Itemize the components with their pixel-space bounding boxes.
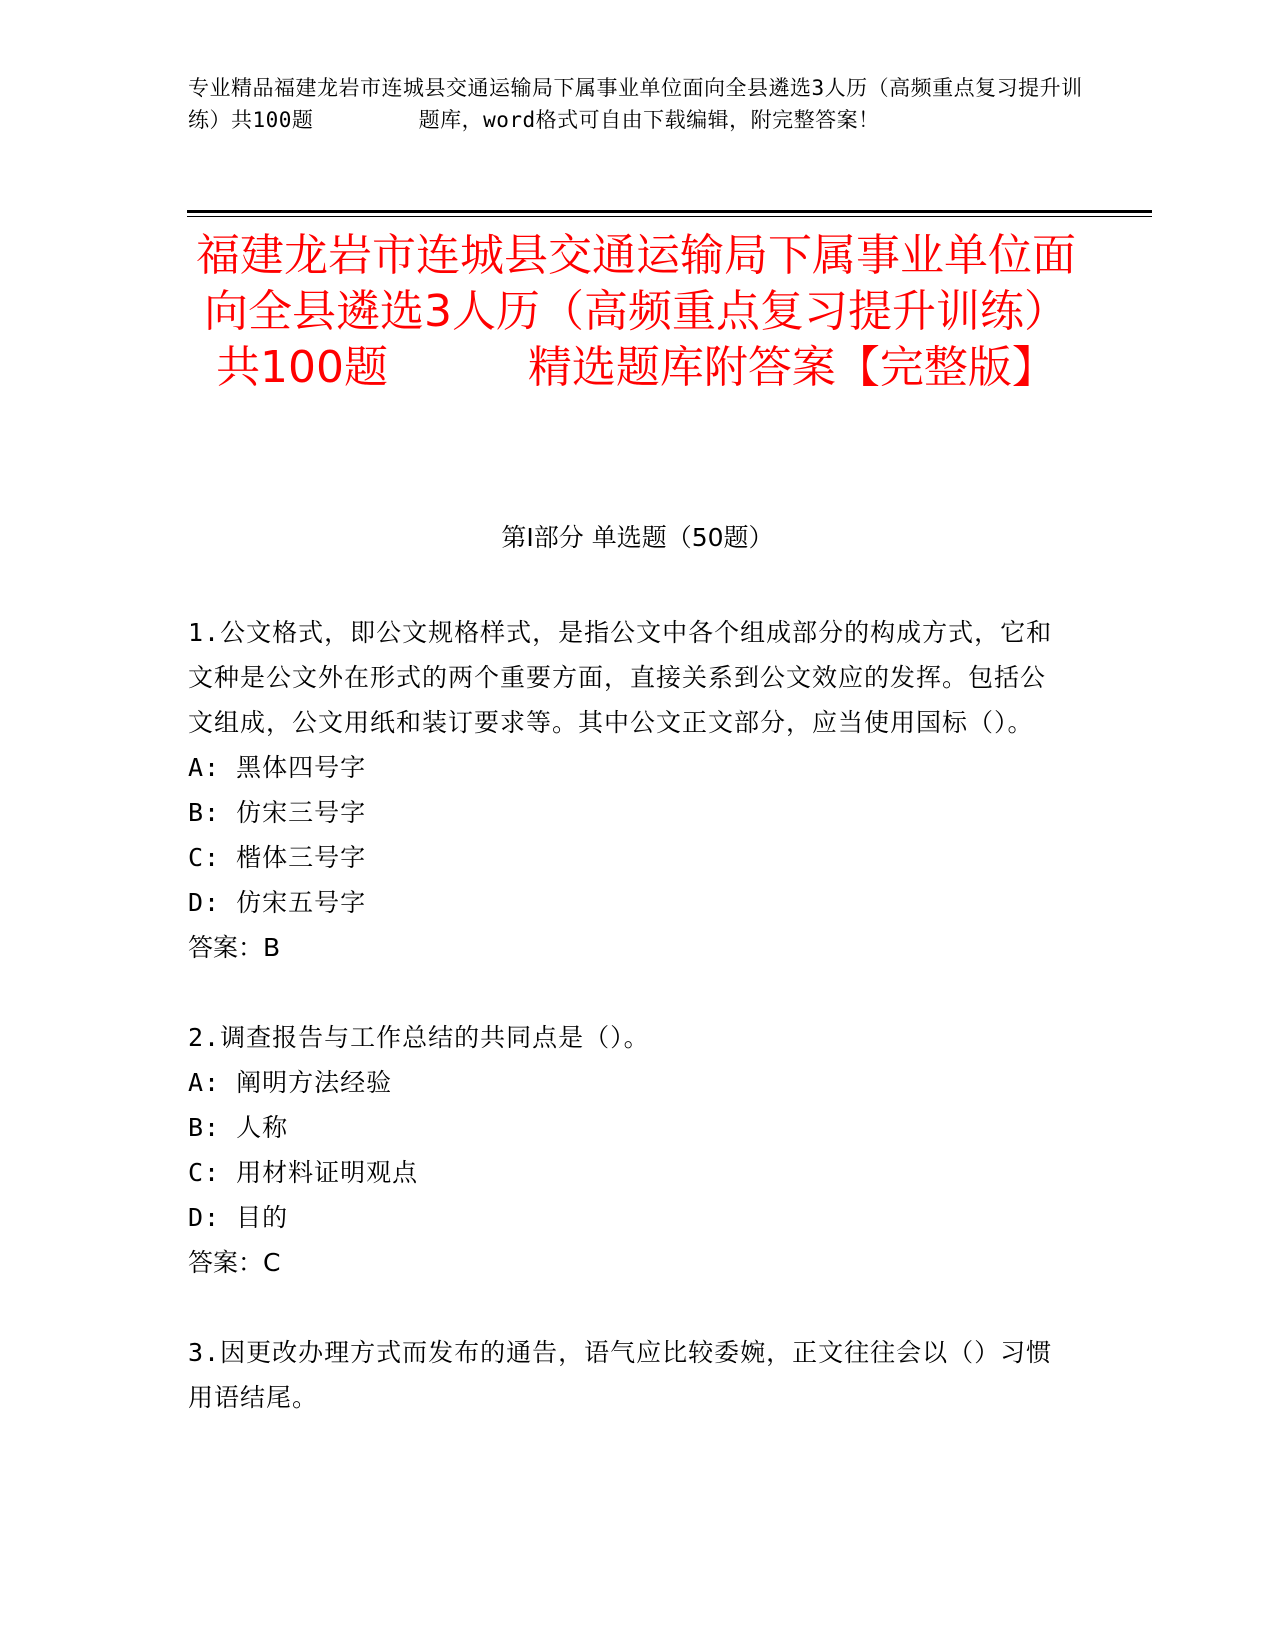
option-d: D: 目的 (188, 1203, 289, 1232)
header-rule (187, 210, 1152, 213)
question-1 (188, 610, 1068, 970)
header-note: 专业精品福建龙岩市连城县交通运输局下属事业单位面向全县遴选3人历（高频重点复习提升训练）共100题 题库，word格式可自由下载编辑，附完整答案！ (188, 76, 1083, 132)
question-stem: 1.公文格式，即公文规格样式，是指公文中各个组成部分的构成方式，它和文种是公文外在形式的两个重要方面，直接关系到公文效应的发挥。包括公文组成，公文用纸和装订要求等。其中公文正文部分，应当使用国标（）。 (188, 618, 1053, 737)
question-stem: 2.调查报告与工作总结的共同点是（）。 (188, 1023, 650, 1052)
header-rule-thin (187, 216, 1152, 217)
question-list (188, 610, 1068, 1465)
answer: 答案：B (188, 933, 281, 962)
question-stem: 3.因更改办理方式而发布的通告，语气应比较委婉，正文往往会以（）习惯用语结尾。 (188, 1338, 1053, 1412)
option-a: A: 阐明方法经验 (188, 1068, 393, 1097)
question-2 (188, 1015, 1068, 1285)
section-heading: 第I部分 单选题（50题） (501, 523, 774, 552)
option-d: D: 仿宋五号字 (188, 888, 367, 917)
document-title: 福建龙岩市连城县交通运输局下属事业单位面向全县遴选3人历（高频重点复习提升训练）共100题 精选题库附答案【完整版】 (196, 230, 1076, 393)
question-3 (188, 1330, 1068, 1420)
option-b: B: 人称 (188, 1113, 289, 1142)
option-c: C: 用材料证明观点 (188, 1158, 419, 1187)
answer: 答案：C (188, 1248, 281, 1277)
option-b: B: 仿宋三号字 (188, 798, 367, 827)
option-c: C: 楷体三号字 (188, 843, 367, 872)
option-a: A: 黑体四号字 (188, 753, 367, 782)
